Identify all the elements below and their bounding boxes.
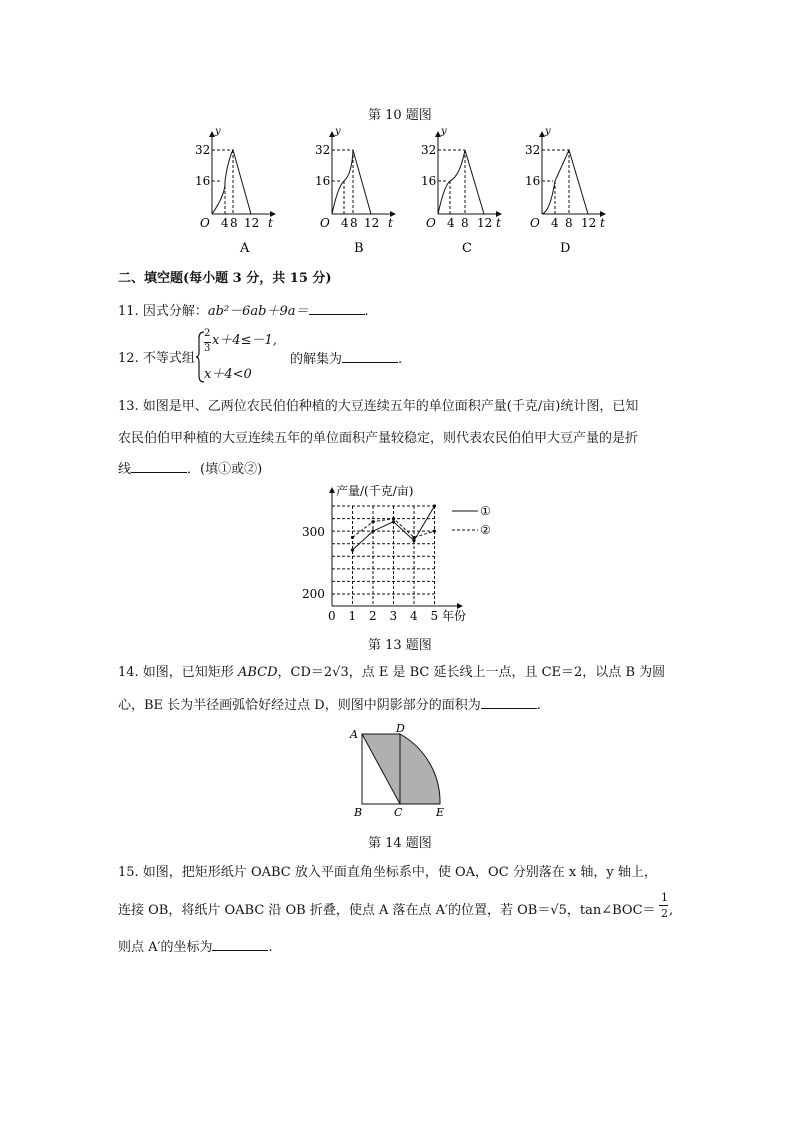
- point-d-label: D: [396, 722, 405, 735]
- graph-a-ylabel: y: [215, 126, 221, 137]
- shaded-sector: [400, 734, 440, 804]
- q15-line2-tail: ,: [669, 903, 674, 918]
- graph-d-ylabel: y: [545, 126, 551, 137]
- chart-xtick-3: 3: [389, 609, 398, 623]
- q14-caption: 第 14 题图: [368, 836, 432, 851]
- q15-line1: 15. 如图，把矩形纸片 OABC 放入平面直角坐标系中，使 OA，OC 分别落在 x 轴，y 轴上，: [118, 865, 657, 880]
- point-b-label: B: [354, 806, 363, 819]
- chart-x-ticks: [328, 609, 438, 623]
- question-11: [118, 302, 369, 321]
- q12-frac-num: 2: [204, 328, 211, 339]
- legend-label-2: ②: [480, 523, 491, 537]
- chart-grid: [332, 506, 435, 606]
- q13-line-chart: [296, 478, 516, 628]
- q11-num: 11.: [118, 304, 139, 319]
- series-2-point-4: [412, 536, 415, 539]
- q13-line1: 13. 如图是甲、乙两位农民伯伯种植的大豆连续五年的单位面积产量(千克/亩)统计图，已知: [118, 399, 639, 414]
- fig10-caption: 第 10 题图: [368, 108, 432, 123]
- chart-xtick-2: 2: [369, 609, 377, 623]
- graph-a-y32: 32: [195, 143, 211, 157]
- graph-a-xlabel: t: [268, 216, 273, 230]
- q12-frac-den: 3: [204, 343, 211, 354]
- graph-d-y16: 16: [525, 174, 541, 188]
- q12-num: 12.: [118, 351, 139, 366]
- q11-prefix: 因式分解：: [142, 304, 208, 319]
- graph-c-xlabel: t: [496, 216, 501, 230]
- q11-answer-blank[interactable]: [309, 302, 365, 315]
- graph-a-origin: O: [200, 216, 210, 230]
- q14-line1: 14. 如图，已知矩形 ABCD，CD＝2√3，点 E 是 BC 延长线上一点，且 CE＝2，以点 B 为圆: [118, 665, 666, 680]
- option-d-label: D: [560, 241, 571, 256]
- chart-xtick-0: 0: [328, 609, 336, 623]
- chart-ylabel: 产量/(千克/亩): [336, 484, 414, 498]
- graph-a-x4: 4: [221, 216, 229, 230]
- graph-b-x4: 4: [341, 216, 349, 230]
- graph-d-xlabel: t: [600, 216, 605, 230]
- graph-c-origin: O: [426, 216, 436, 230]
- series-2-point-5: [433, 530, 436, 533]
- q13-answer-blank[interactable]: [131, 460, 187, 473]
- chart-ytick-300: 300: [302, 525, 325, 539]
- shaded-triangle: [362, 734, 400, 804]
- option-c-label: C: [462, 241, 472, 256]
- q15-line3: 则点 A′的坐标为 .: [118, 940, 273, 955]
- graph-d-x12: 12: [581, 216, 597, 230]
- q12-line1: x＋4≤－1,: [212, 333, 277, 348]
- option-b-label: B: [354, 241, 364, 256]
- chart-xtick-4: 4: [410, 609, 418, 623]
- section2-title: 二、填空题(每小题 3 分，共 15 分): [118, 271, 332, 286]
- point-a-label: A: [350, 728, 358, 741]
- graph-c-ylabel: y: [441, 126, 447, 137]
- graph-d-origin: O: [530, 216, 540, 230]
- graph-b: [315, 126, 395, 256]
- point-c-label: C: [394, 806, 403, 819]
- q14-figure: [340, 722, 460, 822]
- point-e-label: E: [436, 806, 445, 819]
- graph-c: [421, 126, 501, 256]
- graph-b-xlabel: t: [388, 216, 393, 230]
- q12-prefix: 不等式组: [142, 351, 195, 366]
- series-2-point-1: [351, 536, 354, 539]
- graph-a-x8: 8: [230, 216, 238, 230]
- q14-line2: 心，BE 长为半径画弧恰好经过点 D，则图中阴影部分的面积为 .: [118, 698, 541, 713]
- series-2-point-2: [371, 520, 374, 523]
- q15-frac-den: 2: [661, 907, 668, 920]
- q12-answer-blank[interactable]: [342, 350, 398, 363]
- q12-line2: x＋4<0: [204, 367, 252, 382]
- graph-c-y32: 32: [421, 143, 437, 157]
- graph-d: [525, 126, 605, 256]
- q12-lead: [118, 350, 195, 368]
- graph-b-x8: 8: [350, 216, 358, 230]
- graph-c-y16: 16: [421, 174, 437, 188]
- q11-expr: ab²－6ab＋9a＝: [207, 304, 309, 319]
- q15-answer-blank[interactable]: [212, 938, 268, 951]
- chart-xlabel: 年份: [442, 609, 467, 623]
- graph-d-y32: 32: [525, 143, 541, 157]
- graph-c-x4: 4: [447, 216, 455, 230]
- graph-b-y16: 16: [315, 174, 331, 188]
- fig10-graphs: [180, 124, 620, 264]
- legend-label-1: ①: [480, 504, 491, 518]
- chart-legend: [452, 504, 491, 537]
- graph-a-x12: 12: [244, 216, 260, 230]
- chart-xtick-5: 5: [430, 609, 439, 623]
- series-1-point-3: [392, 520, 395, 523]
- graph-d-x4: 4: [551, 216, 559, 230]
- q13-line2: 农民伯伯甲种植的大豆连续五年的单位面积产量较稳定，则代表农民伯伯甲大豆产量的是折: [118, 431, 639, 446]
- graph-b-y32: 32: [315, 143, 331, 157]
- q13-caption: 第 13 题图: [368, 638, 432, 653]
- q15-frac-bar: [659, 905, 668, 906]
- graph-b-ylabel: y: [335, 126, 341, 137]
- option-a-label: A: [240, 241, 250, 256]
- series-2-point-3: [392, 517, 395, 520]
- graph-a-y16: 16: [195, 174, 211, 188]
- chart-xtick-1: 1: [348, 609, 357, 623]
- series-1-point-4: [412, 539, 415, 542]
- graph-a: [195, 126, 275, 256]
- graph-c-x8: 8: [461, 216, 469, 230]
- graph-b-origin: O: [320, 216, 330, 230]
- q14-answer-blank[interactable]: [481, 696, 537, 709]
- graph-b-x12: 12: [364, 216, 380, 230]
- graph-d-x8: 8: [565, 216, 573, 230]
- q15-frac-num: 1: [661, 891, 668, 904]
- q12-suffix: 的解集为 .: [290, 352, 403, 367]
- q11-tail: .: [364, 304, 369, 319]
- series-1-point-1: [351, 548, 354, 551]
- q13-line3: 线 ．(填①或②): [118, 462, 263, 477]
- chart-ytick-200: 200: [302, 587, 325, 601]
- series-1-point-2: [371, 530, 374, 533]
- series-1-point-5: [433, 504, 436, 507]
- q15-line2: 连接 OB，将纸片 OABC 沿 OB 折叠，使点 A 落在点 A′的位置，若 OB＝√5，tan∠BOC＝: [118, 903, 656, 918]
- graph-c-x12: 12: [477, 216, 493, 230]
